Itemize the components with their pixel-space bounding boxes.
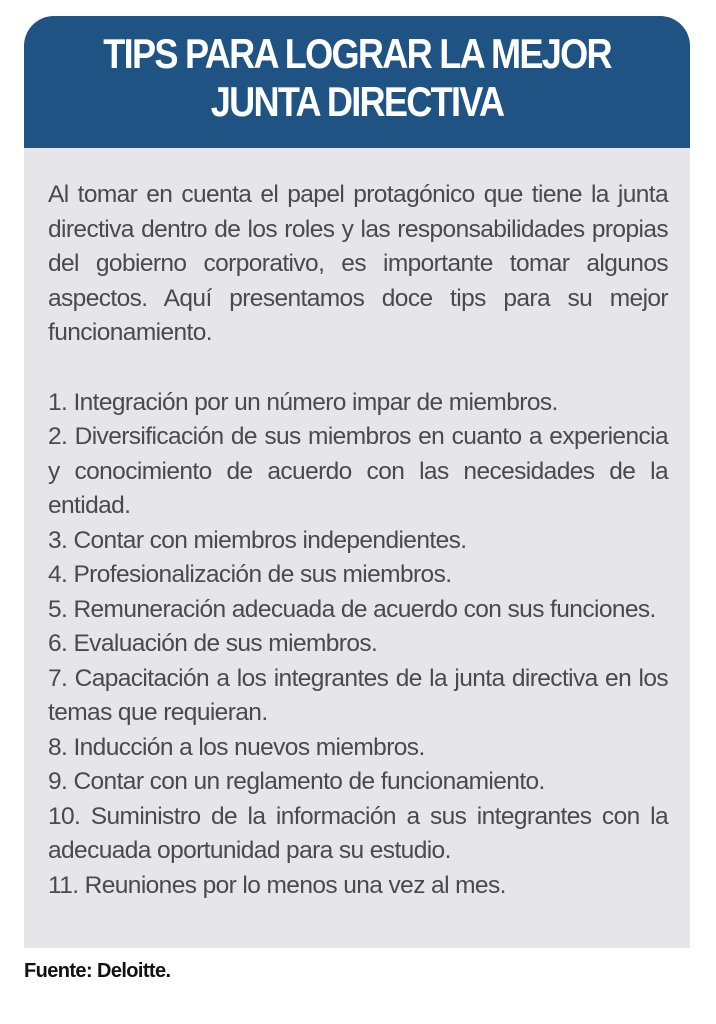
- tips-list: [48, 386, 668, 904]
- tip-item: 2. Diversificación de sus miembros en cuanto a experiencia y conocimiento de acuerdo con las necesidades de la entidad.: [48, 423, 668, 519]
- source-credit: Fuente: Deloitte.: [24, 960, 171, 982]
- tip-item: 9. Contar con un reglamento de funcionamiento.: [48, 768, 545, 795]
- card-header: [24, 16, 690, 148]
- card-title: [103, 30, 611, 134]
- card-content: [24, 148, 690, 903]
- tip-item: 1. Integración por un número impar de miembros.: [48, 388, 558, 416]
- intro-paragraph: Al tomar en cuenta el papel protagónico que tiene la junta directiva dentro de los roles y las responsabilidades propias del gobierno corporativo, es importante tomar algunos aspectos. Aquí presentamos doce tips para su mejor funcionamiento.: [48, 181, 668, 346]
- tip-item: 7. Capacitación a los integrantes de la junta directiva en los temas que requieran.: [48, 664, 668, 726]
- tip-item: 5. Remuneración adecuada de acuerdo con sus funciones.: [48, 595, 656, 623]
- title-line-2: JUNTA DIRECTIVA: [210, 78, 504, 125]
- tips-card: [24, 16, 690, 948]
- tip-item: 11. Reuniones por lo menos una vez al mes.: [48, 871, 506, 899]
- tip-item: 10. Suministro de la información a sus integrantes con la adecuada oportunidad para su estudio.: [48, 802, 668, 864]
- tip-item: 6. Evaluación de sus miembros.: [48, 630, 378, 657]
- tip-item: 3. Contar con miembros independientes.: [48, 526, 467, 554]
- tip-item: 4. Profesionalización de sus miembros.: [48, 561, 452, 588]
- tip-item: 8. Inducción a los nuevos miembros.: [48, 733, 425, 761]
- title-line-1: TIPS PARA LOGRAR LA MEJOR: [103, 30, 611, 77]
